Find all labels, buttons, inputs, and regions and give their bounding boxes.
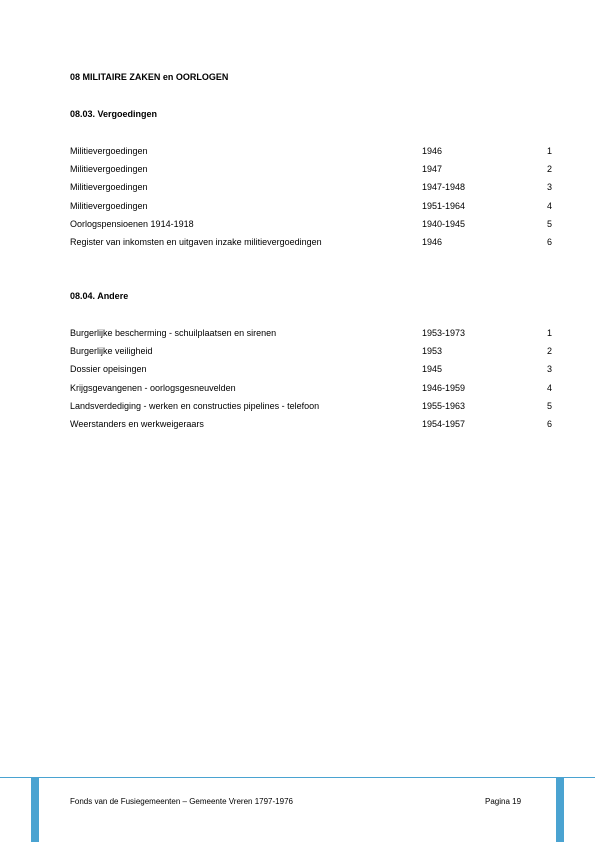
- list-item: [70, 400, 552, 418]
- item-title: Militievergoedingen: [70, 182, 148, 193]
- item-number: 3: [546, 364, 552, 375]
- item-number: 6: [546, 236, 552, 247]
- item-title: Oorlogspensioenen 1914-1918: [70, 218, 194, 229]
- item-date: 1946-1959: [422, 382, 466, 393]
- item-number: 1: [546, 328, 552, 338]
- item-title: Krijgsgevangenen - oorlogsgesneuvelden: [70, 382, 236, 393]
- item-number: 1: [546, 146, 552, 156]
- footer-page-number: Pagina 19: [485, 797, 522, 806]
- list-item: [70, 418, 552, 436]
- item-title: Burgerlijke veiligheid: [70, 346, 153, 357]
- list-item: [70, 145, 552, 163]
- item-date: 1955-1963: [422, 400, 466, 411]
- item-title: Militievergoedingen: [70, 200, 148, 211]
- list-item: [70, 345, 552, 363]
- item-title: Burgerlijke bescherming - schuilplaatsen en sirenen: [70, 328, 277, 338]
- item-date: 1946: [422, 236, 443, 247]
- item-date: 1953: [422, 346, 443, 357]
- item-title: Weerstanders en werkweigeraars: [70, 418, 204, 429]
- inventory-list-vergoedingen: [70, 145, 552, 254]
- list-item: [70, 163, 552, 181]
- list-item: [70, 236, 552, 254]
- item-title: Dossier opeisingen: [70, 364, 147, 375]
- item-date: 1953-1973: [422, 328, 466, 338]
- page-title: 08 MILITAIRE ZAKEN en OORLOGEN: [70, 72, 229, 82]
- list-item: [70, 382, 552, 400]
- list-item: [70, 181, 552, 199]
- item-number: 3: [546, 182, 552, 193]
- list-item: [70, 327, 552, 345]
- item-date: 1945: [422, 364, 443, 375]
- footer-accent-bar-left: [31, 778, 39, 842]
- item-date: 1947: [422, 164, 443, 175]
- footer-accent-bar-right: [556, 778, 564, 842]
- item-number: 5: [546, 218, 552, 229]
- item-title: Register van inkomsten en uitgaven inzake militievergoedingen: [70, 236, 322, 247]
- item-title: Landsverdediging - werken en constructies pipelines - telefoon: [70, 400, 320, 411]
- item-date: 1951-1964: [422, 200, 466, 211]
- footer-divider: [0, 777, 595, 778]
- item-number: 4: [546, 382, 552, 393]
- list-item: [70, 200, 552, 218]
- section-title-andere: 08.04. Andere: [70, 291, 129, 301]
- item-number: 2: [546, 164, 552, 175]
- item-number: 2: [546, 346, 552, 357]
- item-date: 1946: [422, 146, 443, 156]
- footer-fonds-name: Fonds van de Fusiegemeenten – Gemeente Vreren 1797-1976: [70, 797, 293, 806]
- item-number: 4: [546, 200, 552, 211]
- item-title: Militievergoedingen: [70, 146, 148, 156]
- inventory-list-andere: [70, 327, 552, 436]
- item-number: 6: [546, 418, 552, 429]
- list-item: [70, 363, 552, 381]
- item-title: Militievergoedingen: [70, 164, 148, 175]
- item-date: 1940-1945: [422, 218, 466, 229]
- section-title-vergoedingen: 08.03. Vergoedingen: [70, 109, 158, 119]
- item-date: 1954-1957: [422, 418, 466, 429]
- item-date: 1947-1948: [422, 182, 466, 193]
- item-number: 5: [546, 400, 552, 411]
- list-item: [70, 218, 552, 236]
